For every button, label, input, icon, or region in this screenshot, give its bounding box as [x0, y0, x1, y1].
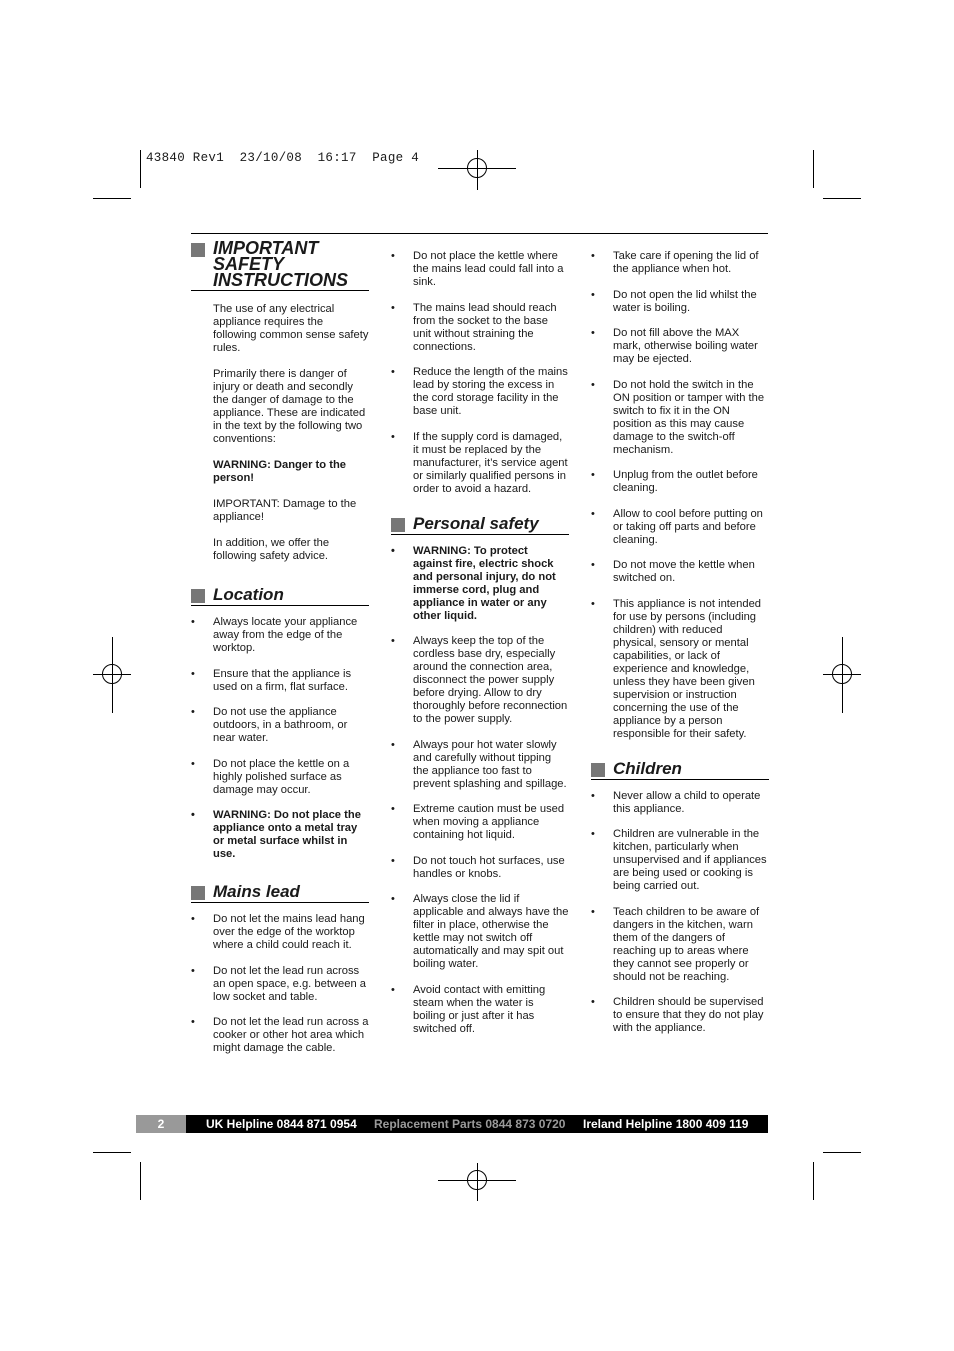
list-item: • This appliance is not intended for use by persons (including children) with reduced physical, sensory or mental capabilities, or lack of experience and knowledge, unless they have been given supervision or instruction concerning the use of the appliance by a person responsible for their safety. — [591, 598, 769, 741]
list-item: • Do not let the lead run across a cooker or other hot area which might damage the cable. — [191, 1016, 369, 1055]
list-item: • Children are vulnerable in the kitchen, particularly when unsupervised and if appliances are being used or cooking is being carried out. — [591, 828, 769, 893]
column-2 — [391, 250, 569, 1048]
intro-paragraph — [191, 537, 369, 563]
list-item: • Do not let the lead run across an open space, e.g. between a low socket and table. — [191, 965, 369, 1004]
heading-square-icon — [191, 886, 205, 900]
list-item: • WARNING: Do not place the appliance onto a metal tray or metal surface whilst in use. — [191, 809, 369, 861]
children-list — [591, 790, 769, 1036]
intro-paragraph — [191, 303, 369, 355]
personal-safety-list — [391, 545, 569, 1036]
list-item: • Always keep the top of the cordless base dry, especially around the connection area, disconnect the power supply before drying. Allow to dry thoroughly before reconnection to the power supply. — [391, 635, 569, 726]
intro-paragraphs — [191, 303, 369, 563]
column-3 — [591, 250, 769, 1048]
personal-safety-heading — [391, 513, 569, 535]
main-heading — [191, 240, 369, 291]
location-heading-text: Location — [213, 585, 284, 604]
list-item: • Do not move the kettle when switched on. — [591, 559, 769, 585]
intro-paragraph — [191, 498, 369, 524]
mains-lead-continued-list — [391, 250, 569, 496]
list-item: • The mains lead should reach from the socket to the base unit without straining the connections. — [391, 302, 569, 354]
personal-safety-heading-text: Personal safety — [413, 513, 539, 533]
location-heading — [191, 587, 369, 606]
personal-safety-continued-list — [591, 250, 769, 741]
list-item: • Do not hold the switch in the ON position or tamper with the switch to fix it in the ON position as this may cause damage to the switch-off mechanism. — [591, 379, 769, 457]
list-item: • Always pour hot water slowly and carefully without tipping the appliance too fast to prevent splashing and spillage. — [391, 739, 569, 791]
intro-paragraph — [191, 459, 369, 485]
list-item: • Do not touch hot surfaces, use handles or knobs. — [391, 855, 569, 881]
heading-square-icon — [191, 589, 205, 603]
list-item: • Allow to cool before putting on or taking off parts and before cleaning. — [591, 508, 769, 547]
list-item: • Do not place the kettle where the mains lead could fall into a sink. — [391, 250, 569, 289]
list-item: • Do not let the mains lead hang over the edge of the worktop where a child could reach it. — [191, 913, 369, 952]
list-item: • Never allow a child to operate this appliance. — [591, 790, 769, 816]
heading-square-icon — [391, 518, 405, 532]
children-heading — [591, 758, 769, 780]
heading-square-icon — [591, 763, 605, 777]
list-item: • Extreme caution must be used when moving a appliance containing hot liquid. — [391, 803, 569, 842]
list-item: • Ensure that the appliance is used on a firm, flat surface. — [191, 668, 369, 694]
column-1 — [191, 240, 369, 1068]
main-heading-text: IMPORTANT SAFETY INSTRUCTIONS — [213, 238, 348, 290]
list-item: • Unplug from the outlet before cleaning. — [591, 469, 769, 495]
heading-square-icon — [191, 243, 205, 257]
intro-paragraph-text: WARNING: Danger to the person! — [213, 459, 347, 484]
list-item: • Do not place the kettle on a highly polished surface as damage may occur. — [191, 758, 369, 797]
location-list — [191, 616, 369, 861]
list-item: • Do not open the lid whilst the water is boiling. — [591, 289, 769, 315]
ireland-helpline: Ireland Helpline 1800 409 119 — [583, 1117, 749, 1131]
list-item: • Do not fill above the MAX mark, otherwise boiling water may be ejected. — [591, 327, 769, 366]
list-item: • Always locate your appliance away from the edge of the worktop. — [191, 616, 369, 655]
top-rule — [191, 233, 768, 234]
list-item: • Reduce the length of the mains lead by storing the excess in the cord storage facility in the base unit. — [391, 366, 569, 418]
intro-paragraph-text: IMPORTANT: Damage to the appliance! — [213, 498, 357, 523]
intro-paragraph-text: Primarily there is danger of injury or death and secondly the danger of damage to the appliance. These are indicated in the text by the following two conventions: — [213, 368, 366, 445]
footer-bar — [136, 1115, 768, 1133]
intro-paragraph-text: In addition, we offer the following safety advice. — [213, 537, 330, 562]
mains-lead-heading-text: Mains lead — [213, 882, 300, 901]
intro-paragraph-text: The use of any electrical appliance requires the following common sense safety rules. — [213, 303, 369, 354]
list-item: • Avoid contact with emitting steam when the water is boiling or just after it has switched off. — [391, 984, 569, 1036]
list-item: • Children should be supervised to ensure that they do not play with the appliance. — [591, 996, 769, 1035]
list-item: • WARNING: To protect against fire, electric shock and personal injury, do not immerse cord, plug and appliance in water or any other liquid. — [391, 545, 569, 623]
children-heading-text: Children — [613, 758, 682, 778]
print-slug: 43840 Rev1 23/10/08 16:17 Page 4 — [146, 151, 420, 165]
list-item: • If the supply cord is damaged, it must be replaced by the manufacturer, it’s service agent or similarly qualified persons in order to avoid a hazard. — [391, 431, 569, 496]
list-item: • Teach children to be aware of dangers in the kitchen, warn them of the dangers of reaching up to areas where they cannot see properly or should not be reaching. — [591, 906, 769, 984]
replacement-parts: Replacement Parts 0844 873 0720 — [374, 1117, 566, 1131]
mains-lead-heading — [191, 884, 369, 903]
list-item: • Take care if opening the lid of the appliance when hot. — [591, 250, 769, 276]
list-item: • Do not use the appliance outdoors, in a bathroom, or near water. — [191, 706, 369, 745]
page-number: 2 — [136, 1115, 186, 1133]
uk-helpline: UK Helpline 0844 871 0954 — [206, 1117, 357, 1131]
intro-paragraph — [191, 368, 369, 446]
list-item: • Always close the lid if applicable and always have the filter in place, otherwise the kettle may not switch off automatically and may spit out boiling water. — [391, 893, 569, 971]
mains-lead-list — [191, 913, 369, 1055]
